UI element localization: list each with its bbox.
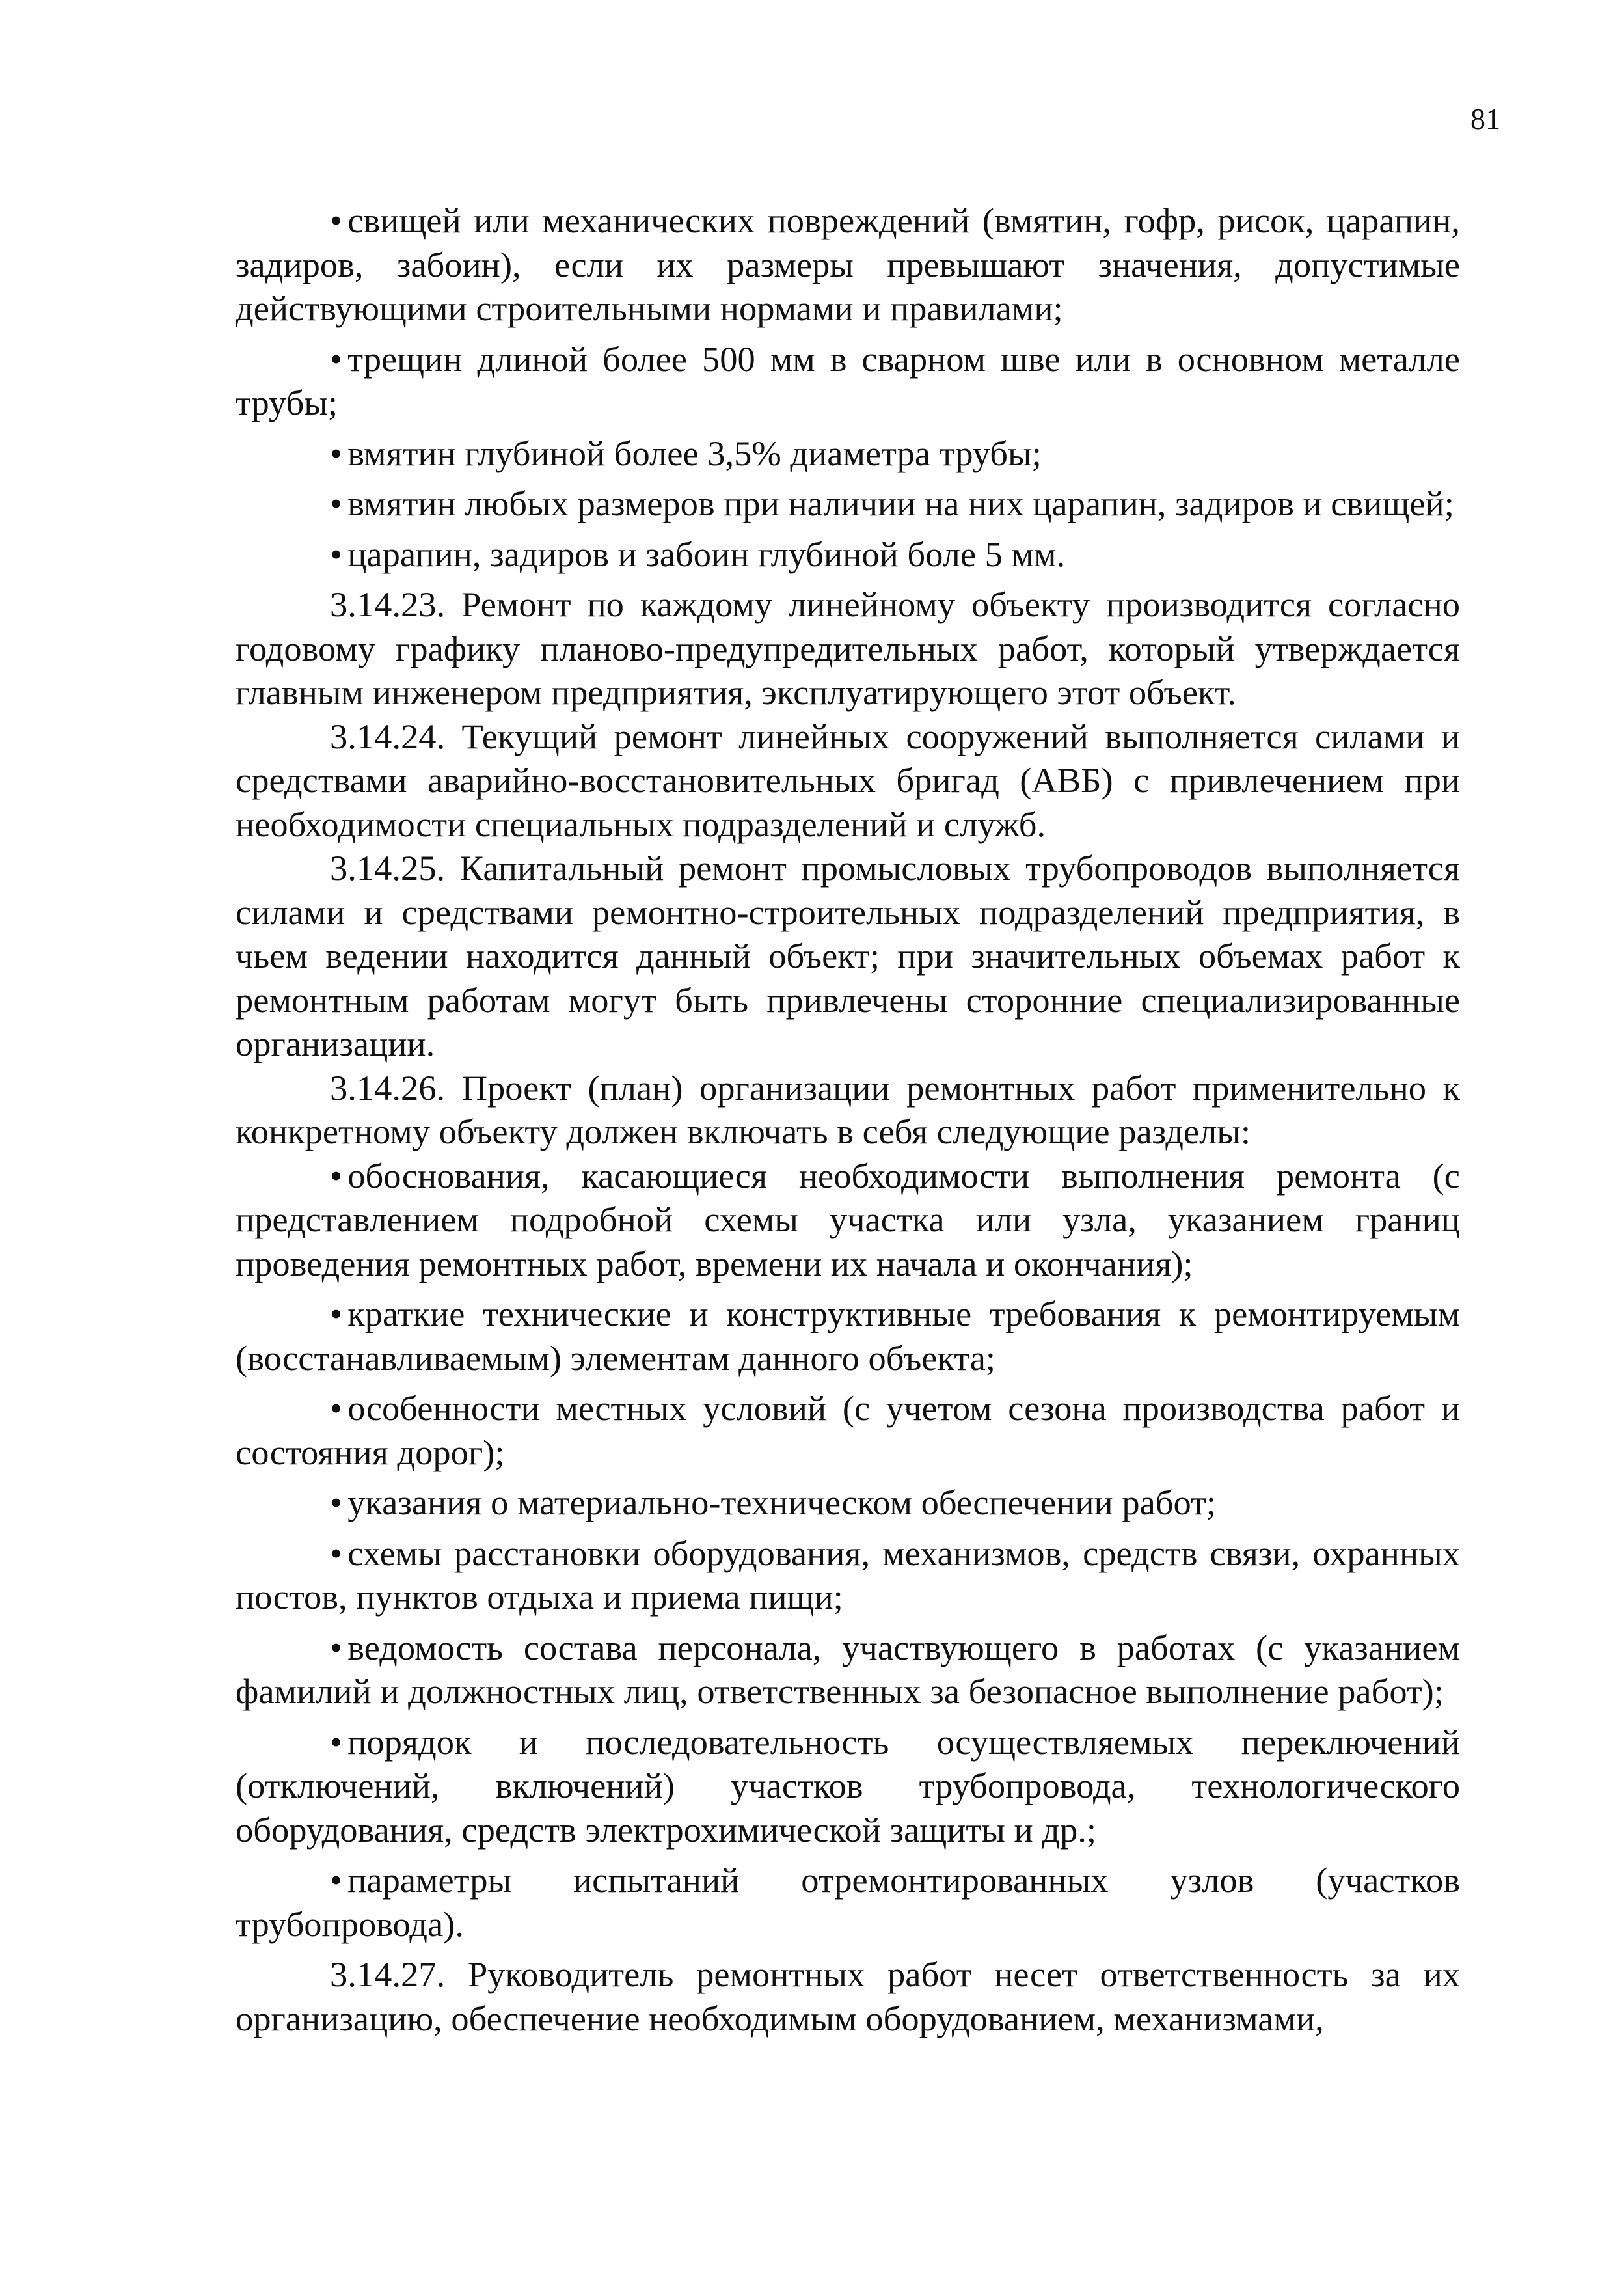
bullet-icon: • (330, 338, 343, 379)
bullet-item (236, 482, 1460, 526)
paragraph-text: свищей или механических повреждений (вмятин, гофр, рисок, царапин, задиров, забоин), если их размеры превышают значения, допустимые действующими строительными нормами и правилами; (236, 200, 1460, 328)
bullet-icon: • (330, 1388, 343, 1428)
paragraph-text: вмятин глубиной более 3,5% диаметра трубы; (347, 433, 1042, 473)
bullet-icon: • (330, 1483, 343, 1522)
bullet-item (236, 1720, 1460, 1852)
bullet-icon: • (330, 433, 343, 473)
page-body (236, 198, 1460, 2040)
bullet-item (236, 1481, 1460, 1525)
paragraph-text: вмятин любых размеров при наличии на них царапин, задиров и свищей; (347, 484, 1454, 523)
bullet-item (236, 1531, 1460, 1619)
bullet-item (236, 198, 1460, 331)
bullet-item (236, 1154, 1460, 1286)
paragraph-text: параметры испытаний отремонтированных узлов (участков трубопровода). (236, 1860, 1460, 1944)
bullet-item (236, 532, 1460, 577)
paragraph-text: краткие технические и конструктивные требования к ремонтируемым (восстанавливаемым) элементам данного объекта; (236, 1294, 1460, 1378)
numbered-paragraph (236, 1066, 1460, 1154)
bullet-icon: • (330, 1860, 343, 1900)
paragraph-text: царапин, задиров и забоин глубиной боле 5 мм. (347, 534, 1066, 574)
bullet-item (236, 431, 1460, 476)
bullet-item (236, 1292, 1460, 1380)
bullet-icon: • (330, 534, 343, 574)
bullet-item (236, 1386, 1460, 1474)
paragraph-text: схемы расстановки оборудования, механизмов, средств связи, охранных постов, пунктов отдыха и приема пищи; (236, 1533, 1460, 1617)
bullet-icon: • (330, 1721, 343, 1762)
bullet-icon: • (330, 1627, 343, 1667)
paragraph-text: указания о материально-техническом обеспечении работ; (347, 1483, 1216, 1522)
paragraph-text: особенности местных условий (с учетом сезона производства работ и состояния дорог); (236, 1388, 1460, 1472)
numbered-paragraph (236, 582, 1460, 715)
numbered-paragraph (236, 715, 1460, 847)
bullet-item (236, 337, 1460, 425)
bullet-item (236, 1858, 1460, 1946)
paragraph-text: 3.14.23. Ремонт по каждому линейному объекту производится согласно годовому графику планово-предупредительных работ, который утверждается главным инженером предприятия, эксплуатирующего этот объект. (236, 584, 1460, 712)
paragraph-text: 3.14.25. Капитальный ремонт промысловых трубопроводов выполняется силами и средствами ремонтно-строительных подразделений предприятия, в чьем ведении находится данный объект; при значительных объемах работ к ремонтным работам могут быть привлечены сторонние специализированные организации. (236, 848, 1460, 1063)
bullet-icon: • (330, 1155, 343, 1196)
paragraph-text: порядок и последовательность осуществляемых переключений (отключений, включений) участков трубопровода, технологического оборудования, средств электрохимической защиты и др.; (236, 1721, 1460, 1850)
paragraph-text: 3.14.27. Руководитель ремонтных работ несет ответственность за их организацию, обеспечение необходимым оборудованием, механизмами, (236, 1954, 1460, 2038)
paragraph-text: 3.14.26. Проект (план) организации ремонтных работ применительно к конкретному объекту должен включать в себя следующие разделы: (236, 1067, 1460, 1151)
paragraph-text: трещин длиной более 500 мм в сварном шве или в основном металле трубы; (236, 338, 1460, 422)
bullet-icon: • (330, 1533, 343, 1573)
paragraph-text: обоснования, касающиеся необходимости выполнения ремонта (с представлением подробной схемы участка или узла, указанием границ проведения ремонтных работ, времени их начала и окончания); (236, 1155, 1460, 1283)
numbered-paragraph (236, 846, 1460, 1066)
bullet-icon: • (330, 484, 343, 523)
numbered-paragraph (236, 1952, 1460, 2040)
bullet-icon: • (330, 1294, 343, 1333)
paragraph-text: ведомость состава персонала, участвующего в работах (с указанием фамилий и должностных лиц, ответственных за безопасное выполнение работ); (236, 1627, 1460, 1711)
bullet-item (236, 1626, 1460, 1714)
paragraph-text: 3.14.24. Текущий ремонт линейных сооружений выполняется силами и средствами аварийно-восстановительных бригад (АВБ) с привлечением при необходимости специальных подразделений и служб. (236, 716, 1460, 844)
page-number: 81 (1470, 102, 1500, 135)
bullet-icon: • (330, 200, 343, 240)
